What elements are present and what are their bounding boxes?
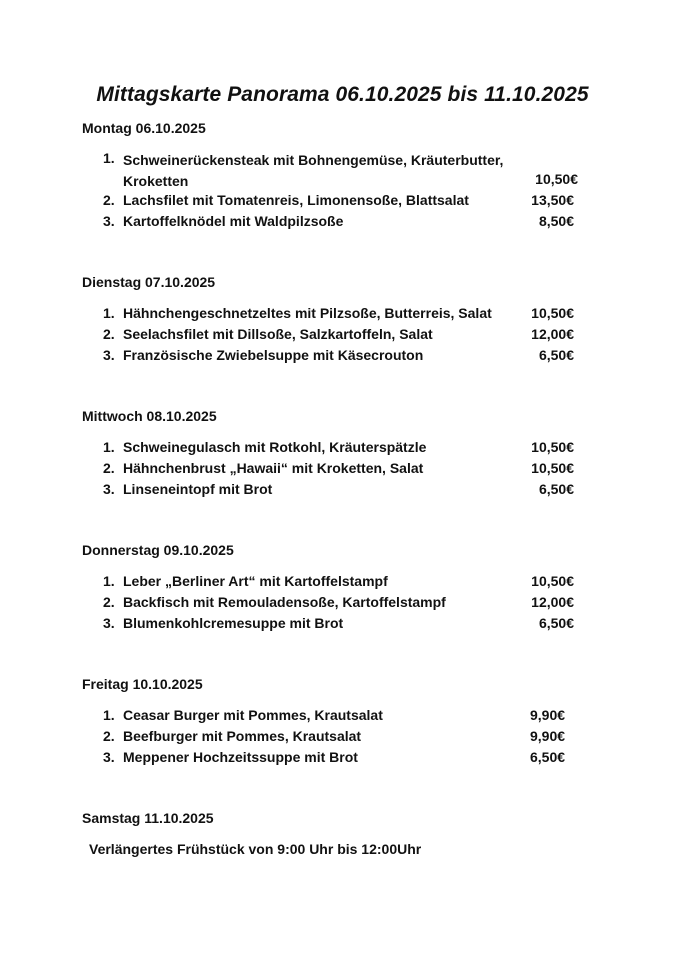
- menu-title: [0, 83, 685, 107]
- item-number: 2.: [103, 460, 115, 476]
- menu-item: [0, 460, 685, 481]
- menu-item: [0, 326, 685, 347]
- menu-item: [0, 150, 685, 192]
- item-name: Schweinegulasch mit Rotkohl, Kräuterspätzle: [123, 439, 427, 455]
- item-price: 10,50€: [531, 305, 574, 321]
- item-name: Lachsfilet mit Tomatenreis, Limonensoße, Blattsalat: [123, 192, 469, 208]
- item-number: 1.: [103, 439, 115, 455]
- menu-item: [0, 594, 685, 615]
- day-heading-dienstag: Dienstag 07.10.2025: [82, 274, 216, 290]
- saturday-note: Verlängertes Frühstück von 9:00 Uhr bis 12:00Uhr: [89, 841, 422, 857]
- item-price: 10,50€: [531, 439, 574, 455]
- menu-item: [0, 192, 685, 213]
- item-number: 2.: [103, 594, 115, 610]
- menu-item: [0, 728, 685, 749]
- item-price: 10,50€: [535, 171, 578, 187]
- item-price: 6,50€: [538, 347, 574, 363]
- item-name-line-1: Schweinerückensteak mit Bohnengemüse, Kräuterbutter,: [123, 152, 504, 168]
- day-items-donnerstag: [0, 573, 685, 636]
- menu-item: [0, 305, 685, 326]
- menu-title-text: Mittagskarte Panorama 06.10.2025 bis 11.10.2025: [96, 83, 589, 106]
- day-heading-mittwoch: Mittwoch 08.10.2025: [82, 408, 217, 424]
- item-name-line-2: Kroketten: [123, 173, 189, 189]
- menu-item: [0, 573, 685, 594]
- item-number: 3.: [103, 615, 115, 631]
- day-heading-montag: Montag 06.10.2025: [82, 120, 206, 136]
- item-number: 3.: [103, 347, 115, 363]
- item-price: 12,00€: [531, 326, 574, 342]
- item-name: Französische Zwiebelsuppe mit Käsecrouton: [123, 347, 424, 363]
- item-name: Seelachsfilet mit Dillsoße, Salzkartoffeln, Salat: [123, 326, 433, 342]
- menu-item: [0, 347, 685, 368]
- item-name: Kartoffelknödel mit Waldpilzsoße: [123, 213, 344, 229]
- menu-item: [0, 439, 685, 460]
- day-heading-freitag: Freitag 10.10.2025: [82, 676, 203, 692]
- item-price: 9,90€: [530, 707, 566, 723]
- item-number: 3.: [103, 213, 115, 229]
- item-number: 2.: [103, 192, 115, 208]
- item-price: 10,50€: [531, 460, 574, 476]
- item-name: Linseneintopf mit Brot: [123, 481, 273, 497]
- day-heading-samstag: Samstag 11.10.2025: [82, 810, 214, 826]
- item-price: 6,50€: [538, 481, 574, 497]
- item-number: 1.: [103, 573, 115, 589]
- day-heading-donnerstag: Donnerstag 09.10.2025: [82, 542, 234, 558]
- item-name: Ceasar Burger mit Pommes, Krautsalat: [123, 707, 383, 723]
- item-price: 6,50€: [538, 615, 574, 631]
- day-items-freitag: [0, 707, 685, 770]
- menu-item: [0, 481, 685, 502]
- menu-item: [0, 615, 685, 636]
- item-number: 1.: [103, 707, 115, 723]
- item-number: 2.: [103, 326, 115, 342]
- item-price: 9,90€: [530, 728, 566, 744]
- day-items-montag: [0, 150, 685, 234]
- item-name: Hähnchengeschnetzeltes mit Pilzsoße, Butterreis, Salat: [123, 305, 492, 321]
- day-items-mittwoch: [0, 439, 685, 502]
- day-items-dienstag: [0, 305, 685, 368]
- item-name: [123, 150, 503, 192]
- item-number: 1.: [103, 150, 115, 166]
- item-number: 3.: [103, 481, 115, 497]
- item-number: 1.: [103, 305, 115, 321]
- item-name: Beefburger mit Pommes, Krautsalat: [123, 728, 362, 744]
- menu-item: [0, 749, 685, 770]
- menu-item: [0, 707, 685, 728]
- item-price: 8,50€: [538, 213, 574, 229]
- menu-item: [0, 213, 685, 234]
- item-number: 3.: [103, 749, 115, 765]
- item-name: Blumenkohlcremesuppe mit Brot: [123, 615, 344, 631]
- item-price: 13,50€: [531, 192, 574, 208]
- item-price: 12,00€: [531, 594, 574, 610]
- item-name: Hähnchenbrust „Hawaii“ mit Kroketten, Salat: [123, 460, 424, 476]
- item-price: 10,50€: [531, 573, 574, 589]
- item-name: Backfisch mit Remouladensoße, Kartoffelstampf: [123, 594, 446, 610]
- item-number: 2.: [103, 728, 115, 744]
- item-price: 6,50€: [530, 749, 566, 765]
- item-name: Leber „Berliner Art“ mit Kartoffelstampf: [123, 573, 388, 589]
- item-name: Meppener Hochzeitssuppe mit Brot: [123, 749, 358, 765]
